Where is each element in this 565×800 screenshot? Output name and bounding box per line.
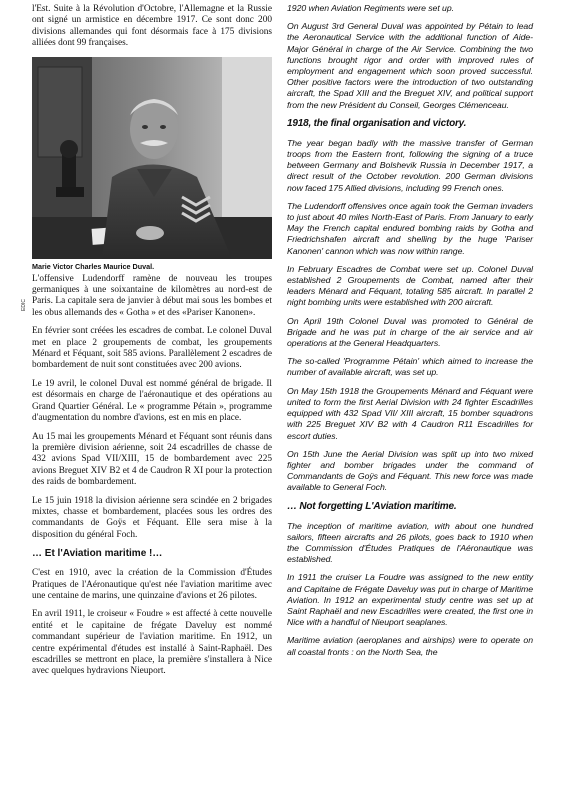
paragraph: Le 15 juin 1918 la division aérienne sera scindée en 2 brigades mixtes, chasse et bombardement, placées sous les ordres des commandants de Goÿs et Féquant. Elle sera mise à la disposition du général Foch.: [32, 495, 272, 540]
right-column: [287, 0, 533, 800]
paragraph: In February Escadres de Combat were set up. Colonel Duval established 2 Groupements de Combat, named after their leaders Ménard and Féquant, totaling 585 aircraft. In parallel 2 night bombing units were established with 200 aircraft.: [287, 263, 533, 308]
paragraph: Le 19 avril, le colonel Duval est nommé général de brigade. Il est désormais en charge de l'aéronautique et des opérations au Grand Quartier Général. Le « programme Pétain », programme d'augmentation du nombre d'avions, est en mis en place.: [32, 378, 272, 424]
paragraph: On 15th June the Aerial Division was split up into two mixed fighter and bomber brigades under the command of Commandants de Goÿs and Féquant. This new force was made available to General Foch.: [287, 448, 533, 493]
paragraph: En avril 1911, le croiseur « Foudre » est affecté à cette nouvelle entité et le capitaine de frégate Daveluy est nommé commandant supérieur de l'aviation maritime. En 1912, un centre expérimental d'études est installé à Saint-Raphaël. Des escadrilles se mettront en place, la première s'installera à Nice avec quelques hydravions Nieuport.: [32, 609, 272, 677]
photo-caption: Marie Victor Charles Maurice Duval.: [32, 261, 155, 271]
paragraph: L'offensive Ludendorff ramène de nouveau les troupes germaniques à une soixantaine de kilomètres au nord-est de Paris. La capitale sera de janvier à début mai sous les bombes et les obus allemands des « Gotha » et des «Pariser Kanonen».: [32, 273, 272, 318]
paragraph: l'Est. Suite à la Révolution d'Octobre, l'Allemagne et la Russie ont signé un armistice en décembre 1917. Ce sont donc 200 divisions allemandes qui font désormais face à 175 divisions alliées dont 99 françaises.: [32, 4, 272, 49]
section-heading: … Not forgetting L'Aviation maritime.: [287, 500, 457, 512]
left-column: [21, 0, 272, 800]
paragraph: The inception of maritime aviation, with about one hundred sailors, fifteen aircrafts and 26 pilots, goes back to 1910 when the Commission d'Études Pratiques de l'Aéronautique was established.: [287, 520, 533, 565]
paragraph: Au 15 mai les groupements Ménard et Féquant sont réunis dans la première division aérienne, soit 24 escadrilles de chasse de 432 avions Spad VII/XIII, 15 de bombardement avec 225 avions Breguet XIV B2 et 4 de Caudron R XI pour la protection des raids de bombardement.: [32, 431, 272, 488]
section-heading: 1918, the final organisation and victory.: [287, 117, 467, 129]
paragraph: On May 15th 1918 the Groupements Ménard and Féquant were united to form the first Aerial Division with 24 fighter Escadrilles equipped with 432 Spad VII/ XIII aircraft, 15 bomber squadrons with 225 Breguet XIV B2 with 4 Caudron R11 Escadrilles for escort duties.: [287, 385, 533, 441]
paragraph: The year began badly with the massive transfer of German troops from the Eastern front, following the signing of a truce between Germany and Bolshevik Russia in December 1917, a direct result of the October revolution. 200 German divisions now faced 175 Allied divisions, including 99 French ones.: [287, 137, 533, 193]
paragraph: Maritime aviation (aeroplanes and airships) were to operate on all coastal fronts : on the North Sea, the: [287, 635, 533, 657]
paragraph: The Ludendorff offensives once again took the German invaders to just about 40 miles North-East of Paris. From January to early May the French capital endured bombing raids by Gotha and Friedrichshafen aircraft and shelling by the huge 'Pariser Kanonen' cannon which was now within range.: [287, 200, 533, 256]
paragraph: 1920 when Aviation Regiments were set up.: [287, 3, 454, 13]
paragraph: On August 3rd General Duval was appointed by Pétain to lead the Aeronautical Service with the additional function of Aide-Major Général in charge of the Air Service. Combining the two functions brought rigor and order with improved rules of employment and engagement which soon proved successful. Other positive factors were the introduction of two outstanding aircraft, the Spad XIII and the Breguet XIV, and political support from the new Président du Conseil, Georges Clémenceau.: [287, 21, 533, 110]
paragraph: The so-called 'Programme Pétain' which aimed to increase the number of available aircraft, was set up.: [287, 356, 533, 378]
paragraph: En février sont créées les escadres de combat. Le colonel Duval met en place 2 groupements de combat, les groupements Ménard et Féquant, soit 585 avions. Parallèlement 2 escadres de bombardement de nuit sont constituées avec 200 avions.: [32, 326, 272, 371]
photo-credit: EDIC: [21, 298, 27, 311]
paragraph: On April 19th Colonel Duval was promoted to Général de Brigade and he was put in charge of the air service and air operations at the General Headquarters.: [287, 315, 533, 349]
paragraph: In 1911 the cruiser La Foudre was assigned to the new entity and Capitaine de Frégate Daveluy was put in charge of Maritime Aviation. In 1912 an experimental study centre was set up at Saint Raphaël and new Escadrilles were created, the first one in Nice with a handful of Nieuport seaplanes.: [287, 572, 533, 628]
paragraph: C'est en 1910, avec la création de la Commission d'Études Pratiques de l'Aéronautique qu'est née l'aviation maritime avec une centaine de marins, une quinzaine d'avions et 26 pilotes.: [32, 568, 272, 601]
portrait-image: [32, 57, 272, 259]
section-heading: … Et l'Aviation maritime !…: [32, 548, 163, 560]
